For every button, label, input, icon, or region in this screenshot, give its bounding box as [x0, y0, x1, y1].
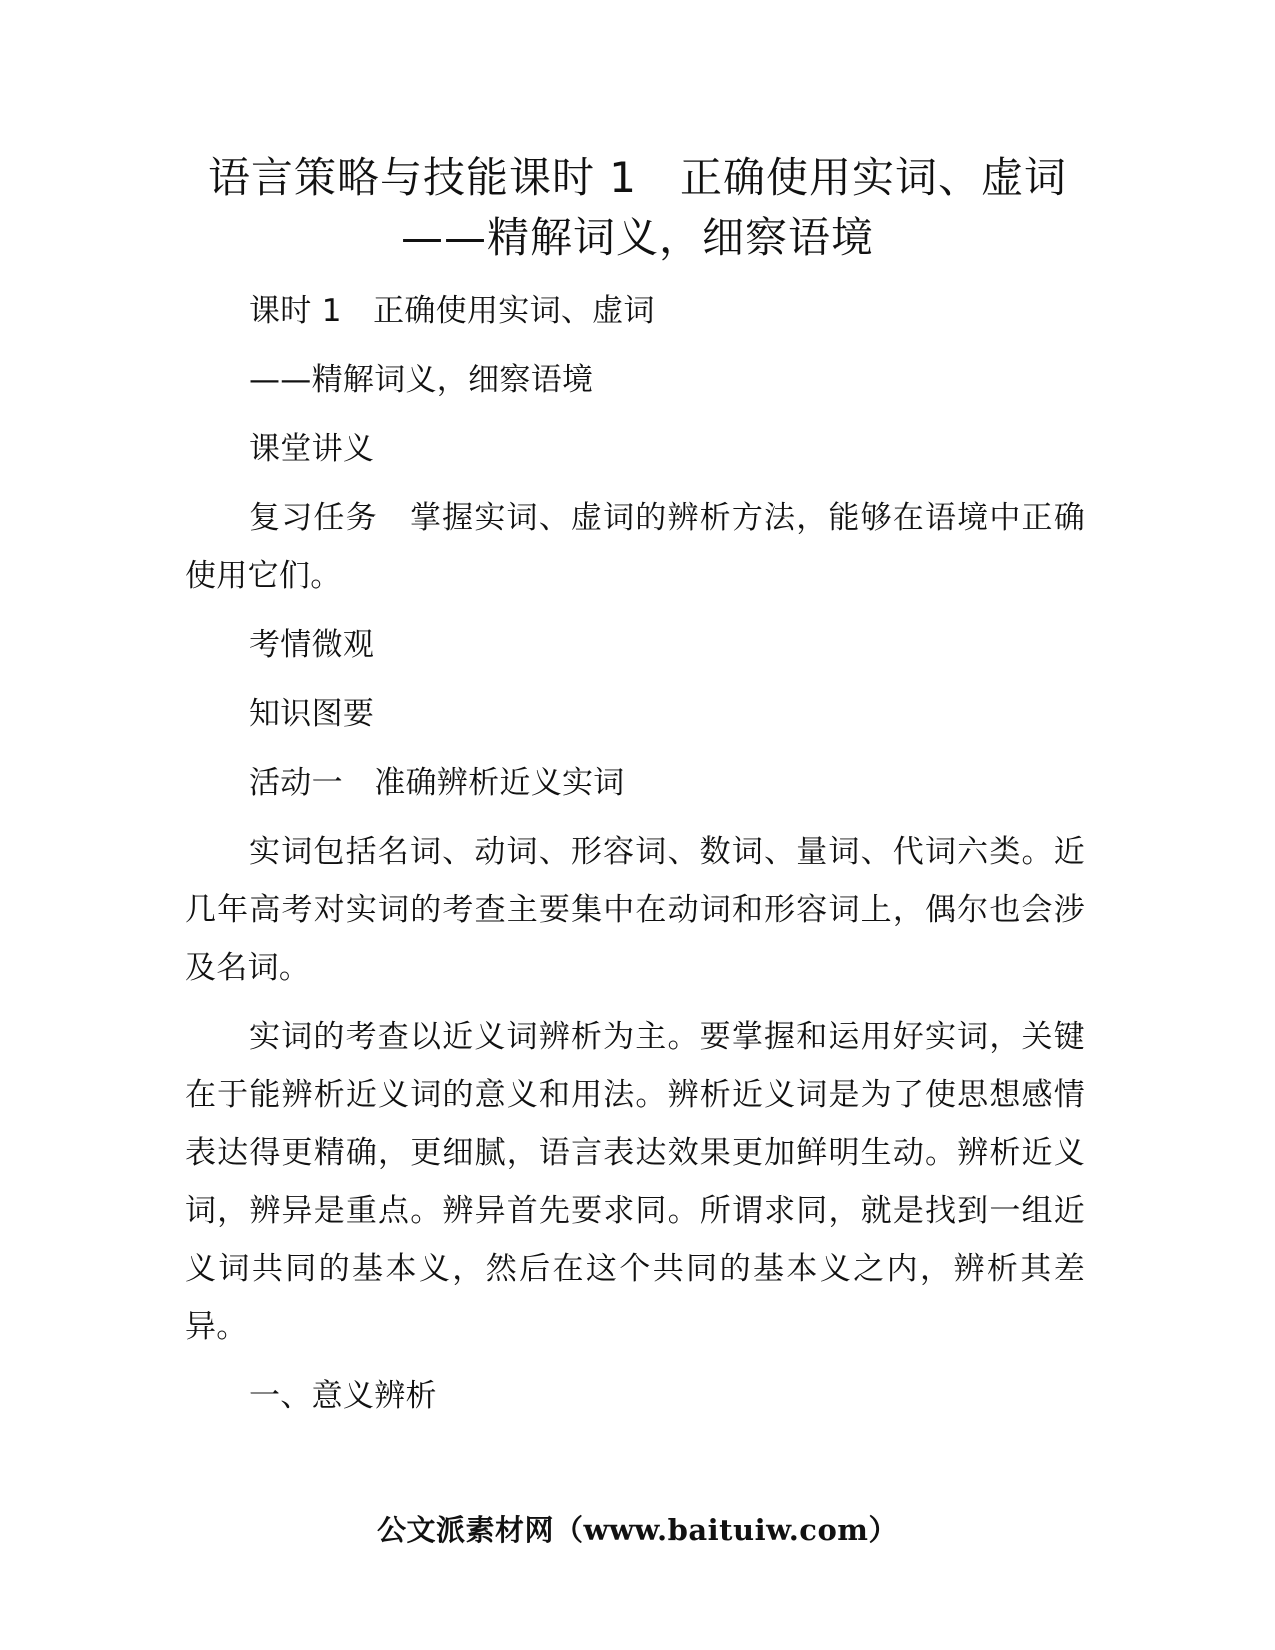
- lesson-subheading: ——精解词义，细察语境: [249, 362, 594, 398]
- body-paragraph: 实词包括名词、动词、形容词、数词、量词、代词六类。近几年高考对实词的考查主要集中在动词和形容词上，偶尔也会涉及名词。: [185, 834, 1085, 986]
- footer-watermark: 公文派素材网（www.baituiw.com）: [377, 1513, 898, 1547]
- review-task-paragraph: 复习任务 掌握实词、虚词的辨析方法，能够在语境中正确使用它们。: [185, 500, 1085, 594]
- subsection-heading: 一、意义辨析: [249, 1378, 437, 1414]
- section-heading-knowledge-map: 知识图要: [249, 696, 375, 732]
- title-line-2: ——精解词义，细察语境: [400, 213, 874, 262]
- title-line-1: 语言策略与技能课时 1 正确使用实词、虚词: [207, 153, 1068, 202]
- section-heading-lecture: 课堂讲义: [249, 431, 375, 467]
- body-paragraph: 实词的考查以近义词辨析为主。要掌握和运用好实词，关键在于能辨析近义词的意义和用法。辨析近义词是为了使思想感情表达得更精确，更细腻，语言表达效果更加鲜明生动。辨析近义词，辨异是重点。辨异首先要求同。所谓求同，就是找到一组近义词共同的基本义，然后在这个共同的基本义之内，辨析其差异。: [185, 1019, 1085, 1345]
- section-heading-exam-overview: 考情微观: [249, 627, 375, 663]
- lesson-heading: 课时 1 正确使用实词、虚词: [249, 293, 655, 329]
- document-title: [150, 148, 1125, 268]
- document-body: [185, 282, 1085, 1436]
- activity-heading: 活动一 准确辨析近义实词: [249, 765, 625, 801]
